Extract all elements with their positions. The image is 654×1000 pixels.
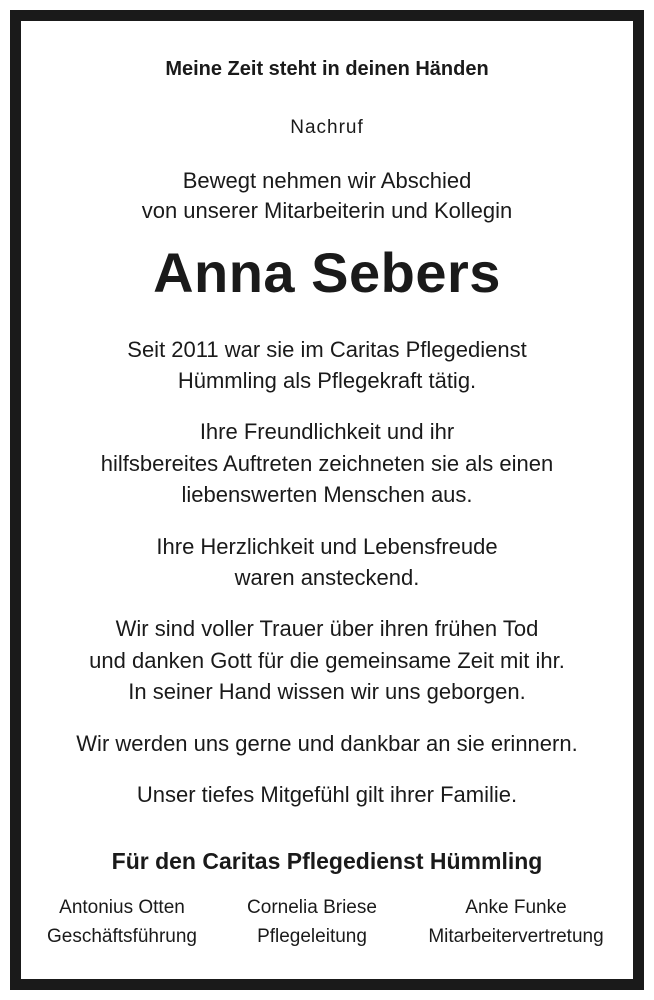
signatory-role: Mitarbeitervertretung — [428, 926, 604, 947]
text-line: Unser tiefes Mitgefühl gilt ihrer Familie. — [136, 782, 518, 807]
text-line: Wir werden uns gerne und dankbar an sie erinnern. — [76, 731, 578, 756]
signatory-name: Antonius Otten — [59, 897, 185, 918]
signatory — [212, 893, 412, 951]
text-line: In seiner Hand wissen wir uns geborgen. — [128, 679, 526, 704]
signatory-role: Geschäftsführung — [47, 926, 197, 947]
signatory-name: Anke Funke — [465, 897, 567, 918]
signatory — [22, 893, 222, 951]
intro-line: Bewegt nehmen wir Abschied — [182, 168, 472, 193]
text-line: hilfsbereites Auftreten zeichneten sie als einen — [100, 451, 554, 476]
text-line: Wir sind voller Trauer über ihren frühen Tod — [115, 616, 539, 641]
signatory-role: Pflegeleitung — [257, 926, 367, 947]
text-line: Ihre Herzlichkeit und Lebensfreude — [156, 534, 498, 559]
deceased-name: Anna Sebers — [153, 241, 501, 304]
text-line: liebenswerten Menschen aus. — [181, 482, 473, 507]
motto: Meine Zeit steht in deinen Händen — [165, 58, 489, 80]
intro-line: von unserer Mitarbeiterin und Kollegin — [141, 198, 513, 223]
organization-name: Für den Caritas Pflegedienst Hümmling — [111, 848, 543, 874]
signatory — [406, 893, 626, 951]
text-line: Seit 2011 war sie im Caritas Pflegedienst — [127, 337, 527, 362]
text-line: Ihre Freundlichkeit und ihr — [199, 419, 455, 444]
text-line: waren ansteckend. — [234, 565, 420, 590]
text-line: und danken Gott für die gemeinsame Zeit mit ihr. — [89, 648, 565, 673]
text-line: Hümmling als Pflegekraft tätig. — [177, 368, 477, 393]
heading-nachruf: Nachruf — [290, 117, 364, 138]
signatory-name: Cornelia Briese — [247, 897, 377, 918]
